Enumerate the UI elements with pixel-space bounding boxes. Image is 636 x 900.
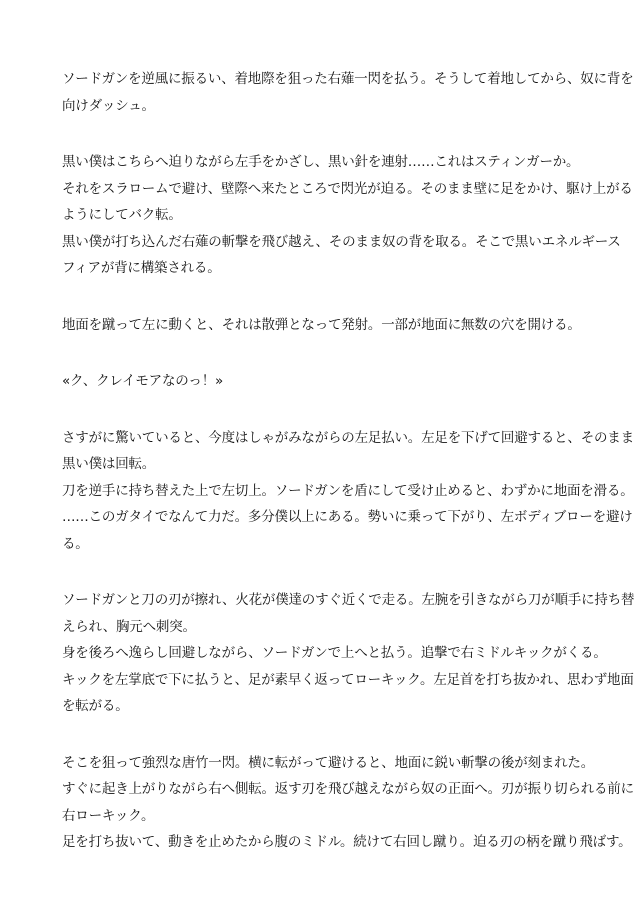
paragraph-gap [62, 557, 582, 587]
paragraph-gap [62, 282, 582, 312]
text-line: る。 [62, 535, 89, 552]
text-line: を転がる。 [62, 698, 129, 714]
text-line: 黒い僕が打ち込んだ右薙の斬撃を飛び越え、そのまま奴の背を取る。そこで黒いエネルギース [62, 233, 621, 250]
paragraph-gap [62, 338, 582, 368]
text-line: そこを狙って強烈な唐竹一閃。横に転がって避けると、地面に鋭い斬撃の後が刻まれた。 [62, 754, 594, 771]
text-line: ようにしてバク転。 [62, 207, 182, 223]
dialogue-line: «ク、クレイモアなのっ！» [62, 373, 224, 389]
text-line: 向けダッシュ。 [62, 97, 155, 114]
text-line: さすがに驚いていると、今度はしゃがみながらの左足払い。左足を下げて回避すると、そのまま [62, 429, 634, 446]
text-line: ……このガタイでなんて力だ。多分僕以上にある。勢いに乗って下がり、左ボディブローを避け [62, 509, 633, 525]
text-line: 黒い僕は回転。 [62, 456, 156, 472]
text-line: 身を後ろへ逸らし回避しながら、ソードガンで上へと払う。追撃で右ミドルキックがくる。 [62, 645, 607, 661]
dialogue-paragraph [62, 368, 582, 395]
text-line: 右ローキック。 [62, 807, 155, 824]
paragraph [62, 750, 634, 856]
paragraph-gap [62, 720, 582, 750]
paragraph [62, 149, 633, 282]
paragraph [62, 425, 634, 558]
text-line: キックを左掌底で下に払うと、足が素早く返ってローキック。左足首を打ち抜かれ、思わず地面 [62, 671, 634, 688]
document-body [62, 66, 635, 856]
text-line: 足を打ち抜いて、動きを止めたから腹のミドル。続けて右回し蹴り。迫る刃の柄を蹴り飛ばす。 [62, 834, 632, 850]
text-line: ソードガンを逆風に振るい、着地際を狙った右薙一閃を払う。そうして着地してから、奴に背を [62, 71, 634, 87]
text-line: 刀を逆手に持ち替えた上で左切上。ソードガンを盾にして受け止めると、わずかに地面を滑る。 [62, 482, 634, 499]
paragraph-gap [62, 395, 582, 425]
text-line: ソードガンと刀の刃が擦れ、火花が僕達のすぐ近くで走る。左腕を引きながら刀が順手に持ち替 [62, 592, 635, 608]
text-line: それをスラロームで避け、壁際へ来たところで閃光が迫る。そのまま壁に足をかけ、駆け上がる [62, 180, 633, 197]
paragraph [62, 66, 634, 119]
paragraph-gap [62, 119, 582, 149]
text-line: すぐに起き上がりながら右へ側転。返す刃を飛び越えながら奴の正面へ。刃が振り切られる前に [62, 781, 634, 797]
text-line: 地面を蹴って左に動くと、それは散弾となって発射。一部が地面に無数の穴を開ける。 [62, 316, 581, 333]
paragraph [62, 587, 635, 720]
paragraph [62, 312, 582, 339]
text-line: 黒い僕はこちらへ迫りながら左手をかざし、黒い針を連射……これはスティンガーか。 [62, 154, 580, 170]
text-line: えられ、胸元へ刺突。 [62, 618, 196, 635]
text-line: フィアが背に構築される。 [62, 260, 221, 276]
